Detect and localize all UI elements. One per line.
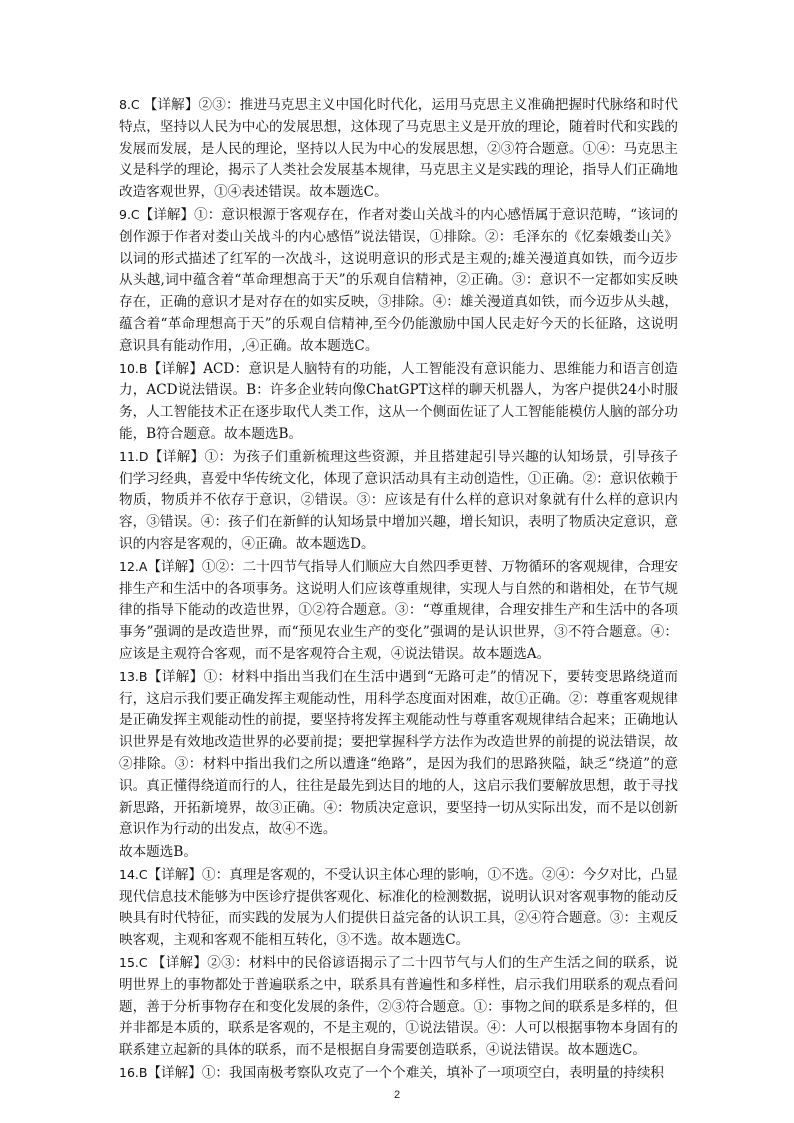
answer-conclusion-13: [119, 841, 678, 864]
explanation-text: 故本题选B。: [119, 844, 197, 861]
answer-entry-10: [119, 358, 678, 446]
answer-explanations: [119, 94, 678, 1085]
explanation-text: 【详解】①：我国南极考察队攻克了一个个难关，填补了一项项空白，表明量的持续积: [147, 1065, 665, 1082]
answer-entry-8: [119, 94, 678, 204]
answer-number: 16.B: [119, 1065, 148, 1081]
answer-entry-15: [119, 952, 678, 1062]
explanation-text: 【详解】①②：二十四节气指导人们顺应大自然四季更替、万物循环的客观规律，合理安排生产和生活中的各项事务。这说明人们应该尊重规律，实现人与自然的和谐相处，在节气规律的指导下能动的改造世界，①②符合题意。③：“尊重规律，合理安排生产和生活中的各项事务”强调的是改造世界，而“预见农业生产的变化”强调的是认识世界，③不符合题意。④：应该是主观符合客观，而不是客观符合主观，④说法错误。故本题选A。: [119, 558, 678, 662]
answer-entry-13: [119, 666, 678, 841]
answer-entry-16: [119, 1062, 678, 1085]
explanation-text: 【详解】①：真理是客观的，不受认识主体心理的影响，①不选。②④：今夕对比，凸显现代信息技术能够为中医诊疗提供客观化、标准化的检测数据，说明认识对客观事物的能动反映具有时代特征，而实践的发展为人们提供日益完备的认识工具，②④符合题意。③：主观反映客观，主观和客观不能相互转化，③不选。故本题选C。: [119, 866, 678, 949]
explanation-text: 【详解】②③：材料中的民俗谚语揭示了二十四节气与人们的生产生活之间的联系，说明世界上的事物都处于普遍联系之中，联系具有普遍性和多样性，启示我们用联系的观点看问题，善于分析事物存在和变化发展的条件，②③符合题意。①：事物之间的联系是多样的，但并非都是本质的，联系是客观的，不是主观的，①说法错误。④：人可以根据事物本身固有的联系建立起新的具体的联系，而不是根据自身需要创造联系，④说法错误。故本题选C。: [119, 955, 678, 1059]
explanation-text: 【详解】①：材料中指出当我们在生活中遇到“无路可走”的情况下，要转变思路绕道而行，这启示我们要正确发挥主观能动性，用科学态度面对困难，故①正确。②：尊重客观规律是正确发挥主观能动性的前提，要坚持将发挥主观能动性与尊重客观规律结合起来；正确地认识世界是有效地改造世界的必要前提；要把掌握科学方法作为改造世界的前提的说法错误，故②排除。③：材料中指出我们之所以遭逢“绝路”，是因为我们的思路狭隘，缺乏“绕道”的意识。真正懂得绕道而行的人，往往是最先到达目的地的人，这启示我们要解放思想，敢于寻找新思路，开拓新境界，故③正确。④：物质决定意识，要坚持一切从实际出发，而不是以创新意识作为行动的出发点，故④不选。: [119, 668, 678, 838]
explanation-text: 【详解】①：意识根源于客观存在，作者对娄山关战斗的内心感悟属于意识范畴，“该词的创作源于作者对娄山关战斗的内心感悟”说法错误，①排除。②：毛泽东的《忆秦娥娄山关》以词的形式描述了红军的一次战斗，这说明意识的形式是主观的;雄关漫道真如铁，而今迈步从头越,词中蕴含着“革命理想高于天”的乐观自信精神，②正确。③：意识不一定都如实反映存在，正确的意识才是对存在的如实反映，③排除。④：雄关漫道真如铁，而今迈步从头越，蕴含着“革命理想高于天”的乐观自信精神,至今仍能激励中国人民走好今天的长征路，这说明意识具有能动作用，,④正确。故本题选C。: [119, 206, 678, 354]
answer-number: 15.C: [119, 955, 152, 971]
answer-entry-11: [119, 446, 678, 556]
answer-number: 9.C: [119, 206, 140, 222]
explanation-text: 【详解】②③：推进马克思主义中国化时代化，运用马克思主义准确把握时代脉络和时代特点，坚持以人民为中心的发展思想，这体现了马克思主义是开放的理论，随着时代和实践的发展而发展，是人民的理论，坚持以人民为中心的发展思想，②③符合题意。①④：马克思主义是科学的理论，揭示了人类社会发展基本规律，马克思主义是实践的理论，指导人们正确地改造客观世界，①④表述错误。故本题选C。: [119, 97, 678, 201]
answer-number: 8.C: [119, 97, 144, 112]
answer-entry-14: [119, 864, 678, 952]
answer-number: 10.B: [119, 360, 148, 376]
answer-number: 14.C: [119, 866, 148, 882]
answer-entry-12: [119, 556, 678, 666]
answer-entry-9: [119, 204, 678, 358]
answer-number: 13.B: [119, 668, 148, 684]
answer-number: 11.D: [119, 448, 149, 464]
explanation-text: 【详解】ACD：意识是人脑特有的功能，人工智能没有意识能力、思维能力和语言创造力，ACD说法错误。B：许多企业转向像ChatGPT这样的聊天机器人，为客户提供24小时服务，人工智能技术正在逐步取代人类工作，这从一个侧面佐证了人工智能能模仿人脑的部分功能，B符合题意。故本题选B。: [119, 360, 678, 442]
answer-number: 12.A: [119, 558, 148, 574]
page-number: 2: [393, 1089, 401, 1101]
explanation-text: 【详解】①：为孩子们重新梳理这些资源，并且搭建起引导兴趣的认知场景，引导孩子们学习经典，喜爱中华传统文化，体现了意识活动具有主动创造性，①正确。②：意识依赖于物质，物质并不依存于意识，②错误。③：应该是有什么样的意识对象就有什么样的意识内容，③错误。④：孩子们在新鲜的认知场景中增加兴趣，增长知识，表明了物质决定意识，意识的内容是客观的，④正确。故本题选D。: [119, 448, 678, 552]
